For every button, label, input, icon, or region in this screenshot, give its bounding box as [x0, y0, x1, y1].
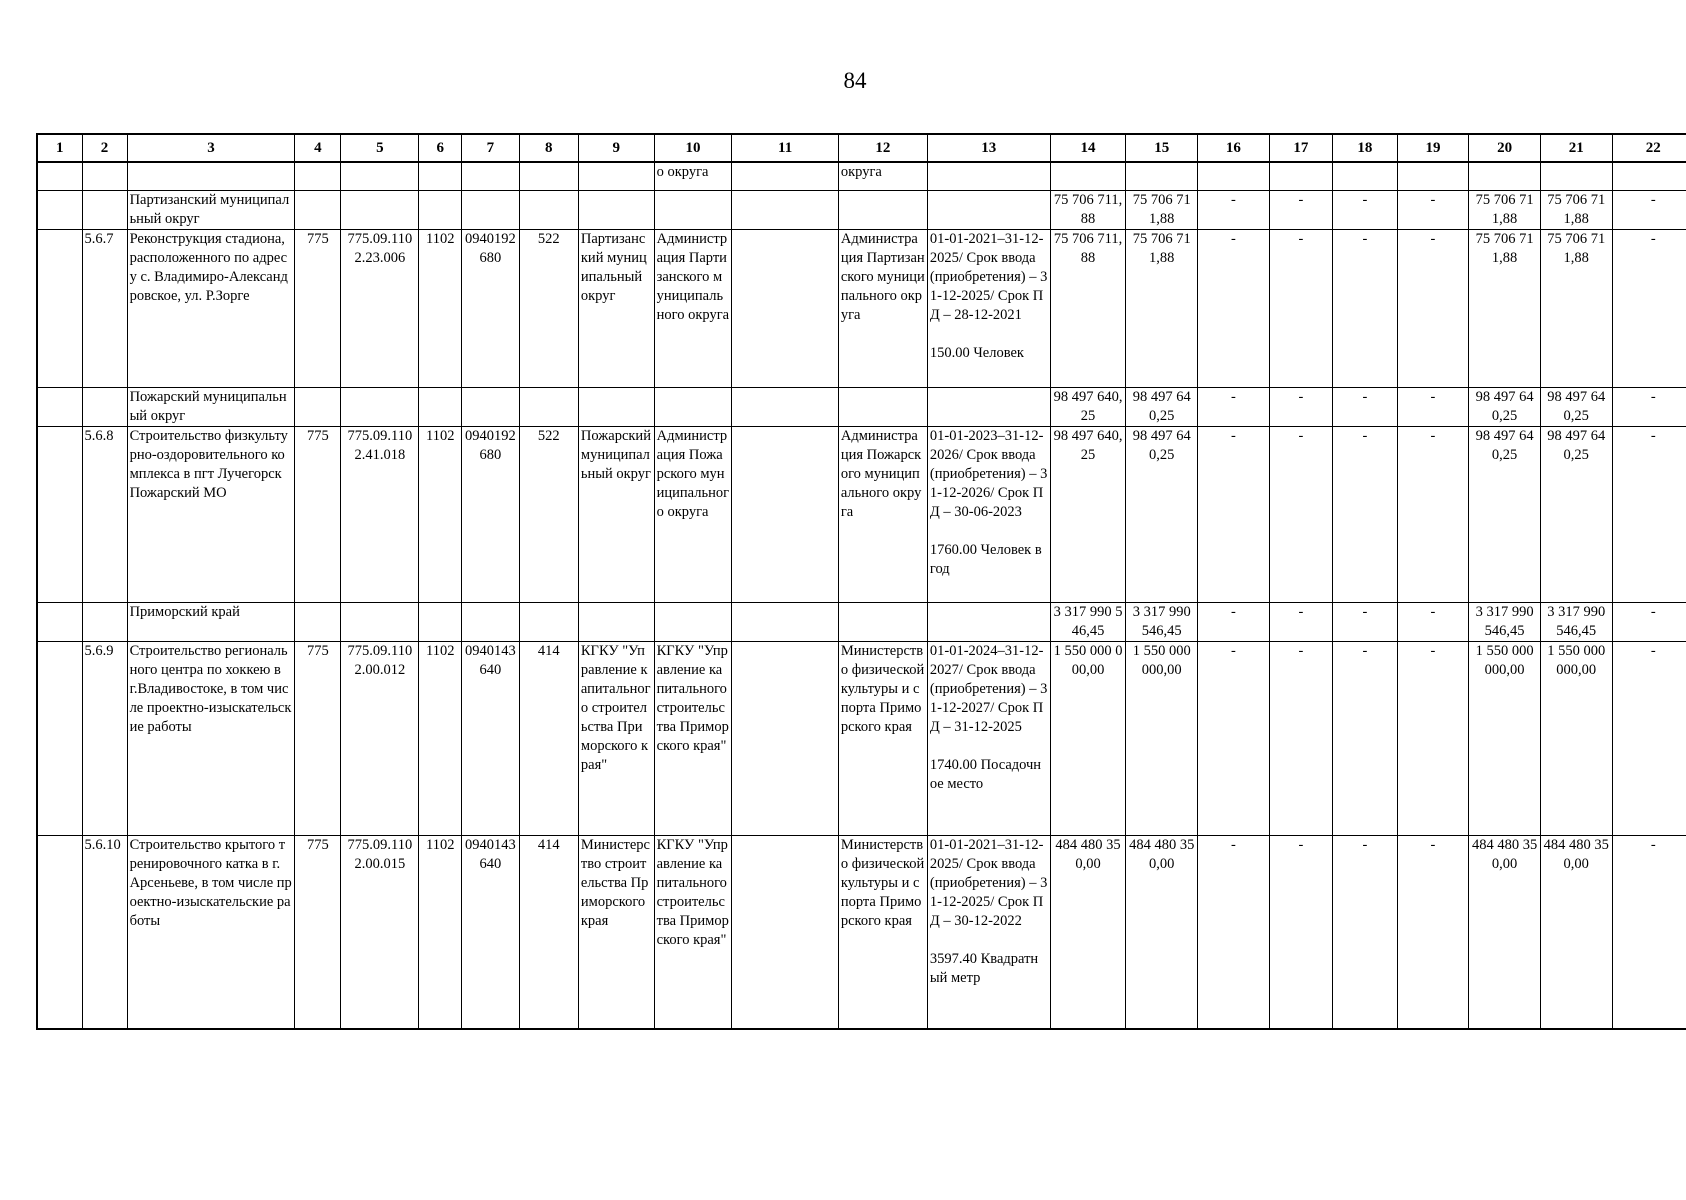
cell-col-9 [578, 602, 654, 641]
cell-col-2 [82, 190, 127, 229]
cell-col-7: 0940192680 [462, 229, 519, 387]
cell-col-15: 75 706 711,88 [1126, 229, 1198, 387]
column-number-14: 14 [1050, 134, 1126, 162]
cell-col-22: - [1612, 426, 1686, 602]
cell-col-11 [732, 162, 838, 190]
deadline-text: 01-01-2023–31-12-2026/ Срок ввода (приобретения) – 31-12-2026/ Срок ПД – 30-06-2023 [929, 427, 1048, 520]
cell-col-17: - [1269, 602, 1332, 641]
cell-col-3 [127, 162, 295, 190]
deadline-text: 01-01-2024–31-12-2027/ Срок ввода (приобретения) – 31-12-2027/ Срок ПД – 31-12-2025 [929, 642, 1048, 735]
cell-col-21: 484 480 350,00 [1540, 835, 1612, 1029]
cell-col-22: - [1612, 387, 1686, 426]
cell-col-8: 522 [519, 426, 578, 602]
column-number-8: 8 [519, 134, 578, 162]
cell-col-17 [1269, 162, 1332, 190]
table-row [37, 835, 1686, 1029]
cell-col-1 [37, 835, 82, 1029]
cell-col-10: Администрация Партизанского муниципального округа [654, 229, 732, 387]
group-row [37, 602, 1686, 641]
cell-col-1 [37, 162, 82, 190]
capacity-text: 1760.00 Человек в год [929, 541, 1042, 577]
cell-col-19: - [1397, 602, 1469, 641]
cell-col-8: 414 [519, 641, 578, 835]
cell-col-6: 1102 [419, 229, 462, 387]
cell-col-6: 1102 [419, 835, 462, 1029]
deadline-text: 01-01-2021–31-12-2025/ Срок ввода (приобретения) – 31-12-2025/ Срок ПД – 28-12-2021 [929, 230, 1048, 323]
cell-col-13 [927, 229, 1050, 387]
group-row [37, 190, 1686, 229]
cell-col-17: - [1269, 229, 1332, 387]
cell-col-11 [732, 426, 838, 602]
cell-col-21: 98 497 640,25 [1540, 426, 1612, 602]
cell-col-4 [295, 190, 341, 229]
cell-col-13 [927, 835, 1050, 1029]
cell-col-4: 775 [295, 641, 341, 835]
cell-col-6: 1102 [419, 426, 462, 602]
cell-col-19: - [1397, 387, 1469, 426]
cell-col-16: - [1198, 426, 1270, 602]
cell-col-15: 98 497 640,25 [1126, 426, 1198, 602]
cell-col-6 [419, 387, 462, 426]
cell-col-20 [1469, 162, 1541, 190]
cell-col-9: Пожарский муниципальный округ [578, 426, 654, 602]
cell-col-14: 3 317 990 546,45 [1050, 602, 1126, 641]
cell-col-1 [37, 641, 82, 835]
cell-col-22: - [1612, 835, 1686, 1029]
cell-col-14: 484 480 350,00 [1050, 835, 1126, 1029]
column-number-17: 17 [1269, 134, 1332, 162]
cell-col-17: - [1269, 426, 1332, 602]
column-number-4: 4 [295, 134, 341, 162]
deadline-text: 01-01-2021–31-12-2025/ Срок ввода (приобретения) – 31-12-2025/ Срок ПД – 30-12-2022 [929, 836, 1048, 929]
cell-col-21: 3 317 990 546,45 [1540, 602, 1612, 641]
cell-col-2 [82, 387, 127, 426]
cell-col-16: - [1198, 190, 1270, 229]
cell-col-20: 3 317 990 546,45 [1469, 602, 1541, 641]
cell-col-8 [519, 190, 578, 229]
cell-col-1 [37, 602, 82, 641]
column-number-18: 18 [1333, 134, 1397, 162]
cell-col-5 [341, 190, 419, 229]
cell-col-10: КГКУ "Управление капитального строительства Приморского края" [654, 835, 732, 1029]
cell-col-3: Реконструкция стадиона, расположенного по адресу с. Владимиро-Александровское, ул. Р.Зорге [127, 229, 295, 387]
cell-col-4 [295, 387, 341, 426]
cell-col-20: 98 497 640,25 [1469, 426, 1541, 602]
cell-col-16: - [1198, 602, 1270, 641]
cell-col-18: - [1333, 229, 1397, 387]
cell-col-9 [578, 190, 654, 229]
cell-col-20: 75 706 711,88 [1469, 229, 1541, 387]
cell-col-22 [1612, 162, 1686, 190]
cell-col-3: Пожарский муниципальный округ [127, 387, 295, 426]
cell-col-14: 98 497 640,25 [1050, 426, 1126, 602]
cell-col-11 [732, 229, 838, 387]
cell-col-13 [927, 602, 1050, 641]
cell-col-9: Партизанский муниципальный округ [578, 229, 654, 387]
column-number-21: 21 [1540, 134, 1612, 162]
cell-col-13 [927, 641, 1050, 835]
column-number-13: 13 [927, 134, 1050, 162]
cell-col-14 [1050, 162, 1126, 190]
capacity-text: 3597.40 Квадратный метр [929, 950, 1039, 986]
cell-col-16: - [1198, 229, 1270, 387]
cell-col-19: - [1397, 190, 1469, 229]
cell-col-20: 1 550 000 000,00 [1469, 641, 1541, 835]
cell-col-2: 5.6.8 [82, 426, 127, 602]
table-row [37, 426, 1686, 602]
cell-col-4: 775 [295, 229, 341, 387]
cell-col-15 [1126, 162, 1198, 190]
cell-col-22: - [1612, 190, 1686, 229]
cell-col-12: Администрация Партизанского муниципального округа [838, 229, 927, 387]
cell-col-3: Строительство регионального центра по хоккею в г.Владивостоке, в том числе проектно-изыскательские работы [127, 641, 295, 835]
cell-col-6 [419, 602, 462, 641]
cell-col-3: Строительство физкультурно-оздоровительного комплекса в пгт Лучегорск Пожарский МО [127, 426, 295, 602]
page-number: 84 [843, 68, 867, 93]
cell-col-1 [37, 190, 82, 229]
budget-table [36, 133, 1686, 1030]
column-number-22: 22 [1612, 134, 1686, 162]
table-header-row [37, 134, 1686, 162]
cell-col-2: 5.6.9 [82, 641, 127, 835]
cell-col-14: 75 706 711,88 [1050, 190, 1126, 229]
cell-col-13 [927, 162, 1050, 190]
cell-col-8 [519, 602, 578, 641]
cell-col-20: 98 497 640,25 [1469, 387, 1541, 426]
cell-col-10 [654, 190, 732, 229]
cell-col-16: - [1198, 387, 1270, 426]
cell-col-12: Администрация Пожарского муниципального округа [838, 426, 927, 602]
cell-col-18: - [1333, 387, 1397, 426]
cell-col-7 [462, 162, 519, 190]
table-row [37, 229, 1686, 387]
column-number-1: 1 [37, 134, 82, 162]
cell-col-14: 1 550 000 000,00 [1050, 641, 1126, 835]
cell-col-18: - [1333, 641, 1397, 835]
cell-col-7: 0940143640 [462, 835, 519, 1029]
cell-col-12 [838, 190, 927, 229]
cell-col-22: - [1612, 602, 1686, 641]
cell-col-12: округа [838, 162, 927, 190]
cell-col-6 [419, 162, 462, 190]
cell-col-6: 1102 [419, 641, 462, 835]
cell-col-14: 75 706 711,88 [1050, 229, 1126, 387]
cell-col-16: - [1198, 641, 1270, 835]
cell-col-5: 775.09.1102.41.018 [341, 426, 419, 602]
cell-col-22: - [1612, 641, 1686, 835]
cell-col-3: Партизанский муниципальный округ [127, 190, 295, 229]
cell-col-18: - [1333, 190, 1397, 229]
cell-col-13 [927, 426, 1050, 602]
cell-col-19 [1397, 162, 1469, 190]
cell-col-19: - [1397, 641, 1469, 835]
cell-col-7 [462, 387, 519, 426]
cell-col-9: Министерство строительства Приморского края [578, 835, 654, 1029]
cell-col-11 [732, 602, 838, 641]
cell-col-17: - [1269, 835, 1332, 1029]
cell-col-7: 0940143640 [462, 641, 519, 835]
cell-col-8: 414 [519, 835, 578, 1029]
column-number-5: 5 [341, 134, 419, 162]
cell-col-10: Администрация Пожарского муниципального округа [654, 426, 732, 602]
cell-col-15: 3 317 990 546,45 [1126, 602, 1198, 641]
cell-col-18: - [1333, 835, 1397, 1029]
cell-col-15: 98 497 640,25 [1126, 387, 1198, 426]
cell-col-18: - [1333, 426, 1397, 602]
cell-col-3: Строительство крытого тренировочного катка в г. Арсеньеве, в том числе проектно-изыскательские работы [127, 835, 295, 1029]
cell-col-4: 775 [295, 426, 341, 602]
cell-col-5 [341, 602, 419, 641]
group-row [37, 387, 1686, 426]
column-number-12: 12 [838, 134, 927, 162]
cell-col-1 [37, 387, 82, 426]
cell-col-5 [341, 387, 419, 426]
cell-col-12: Министерство физической культуры и спорта Приморского края [838, 835, 927, 1029]
cell-col-21: 75 706 711,88 [1540, 190, 1612, 229]
cell-col-8 [519, 387, 578, 426]
cell-col-7: 0940192680 [462, 426, 519, 602]
cell-col-16 [1198, 162, 1270, 190]
capacity-text: 150.00 Человек [929, 344, 1024, 361]
table-row [37, 641, 1686, 835]
cell-col-2: 5.6.10 [82, 835, 127, 1029]
column-number-7: 7 [462, 134, 519, 162]
capacity-text: 1740.00 Посадочное место [929, 756, 1042, 792]
cell-col-18 [1333, 162, 1397, 190]
column-number-2: 2 [82, 134, 127, 162]
cell-col-5: 775.09.1102.23.006 [341, 229, 419, 387]
cell-col-15: 1 550 000 000,00 [1126, 641, 1198, 835]
cell-col-8: 522 [519, 229, 578, 387]
cell-col-12 [838, 387, 927, 426]
cell-col-10 [654, 387, 732, 426]
cell-col-10 [654, 602, 732, 641]
column-number-19: 19 [1397, 134, 1469, 162]
cell-col-4 [295, 162, 341, 190]
cell-col-18: - [1333, 602, 1397, 641]
cell-col-10: КГКУ "Управление капитального строительства Приморского края" [654, 641, 732, 835]
cell-col-4: 775 [295, 835, 341, 1029]
cell-col-17: - [1269, 387, 1332, 426]
cell-col-12 [838, 602, 927, 641]
cell-col-17: - [1269, 641, 1332, 835]
cell-col-14: 98 497 640,25 [1050, 387, 1126, 426]
cell-col-19: - [1397, 835, 1469, 1029]
cell-col-16: - [1198, 835, 1270, 1029]
cell-col-2: 5.6.7 [82, 229, 127, 387]
cell-col-10: о округа [654, 162, 732, 190]
cell-col-7 [462, 602, 519, 641]
cell-col-9: КГКУ "Управление капитального строительства Приморского края" [578, 641, 654, 835]
column-number-20: 20 [1469, 134, 1541, 162]
cell-col-17: - [1269, 190, 1332, 229]
column-number-16: 16 [1198, 134, 1270, 162]
cell-col-22: - [1612, 229, 1686, 387]
cell-col-9 [578, 162, 654, 190]
cell-col-11 [732, 190, 838, 229]
cell-col-2 [82, 602, 127, 641]
cell-col-21 [1540, 162, 1612, 190]
cell-col-9 [578, 387, 654, 426]
cell-col-7 [462, 190, 519, 229]
cell-col-5: 775.09.1102.00.012 [341, 641, 419, 835]
cell-col-1 [37, 426, 82, 602]
cell-col-4 [295, 602, 341, 641]
cell-col-1 [37, 229, 82, 387]
column-number-10: 10 [654, 134, 732, 162]
column-number-15: 15 [1126, 134, 1198, 162]
cell-col-8 [519, 162, 578, 190]
cell-col-3: Приморский край [127, 602, 295, 641]
continuation-row [37, 162, 1686, 190]
cell-col-6 [419, 190, 462, 229]
column-number-3: 3 [127, 134, 295, 162]
cell-col-20: 484 480 350,00 [1469, 835, 1541, 1029]
cell-col-19: - [1397, 229, 1469, 387]
cell-col-11 [732, 835, 838, 1029]
cell-col-5: 775.09.1102.00.015 [341, 835, 419, 1029]
column-number-9: 9 [578, 134, 654, 162]
cell-col-13 [927, 190, 1050, 229]
cell-col-12: Министерство физической культуры и спорта Приморского края [838, 641, 927, 835]
column-number-6: 6 [419, 134, 462, 162]
cell-col-11 [732, 641, 838, 835]
column-number-11: 11 [732, 134, 838, 162]
cell-col-21: 75 706 711,88 [1540, 229, 1612, 387]
cell-col-21: 1 550 000 000,00 [1540, 641, 1612, 835]
cell-col-20: 75 706 711,88 [1469, 190, 1541, 229]
cell-col-11 [732, 387, 838, 426]
cell-col-19: - [1397, 426, 1469, 602]
cell-col-5 [341, 162, 419, 190]
cell-col-15: 75 706 711,88 [1126, 190, 1198, 229]
cell-col-13 [927, 387, 1050, 426]
cell-col-2 [82, 162, 127, 190]
cell-col-21: 98 497 640,25 [1540, 387, 1612, 426]
cell-col-15: 484 480 350,00 [1126, 835, 1198, 1029]
